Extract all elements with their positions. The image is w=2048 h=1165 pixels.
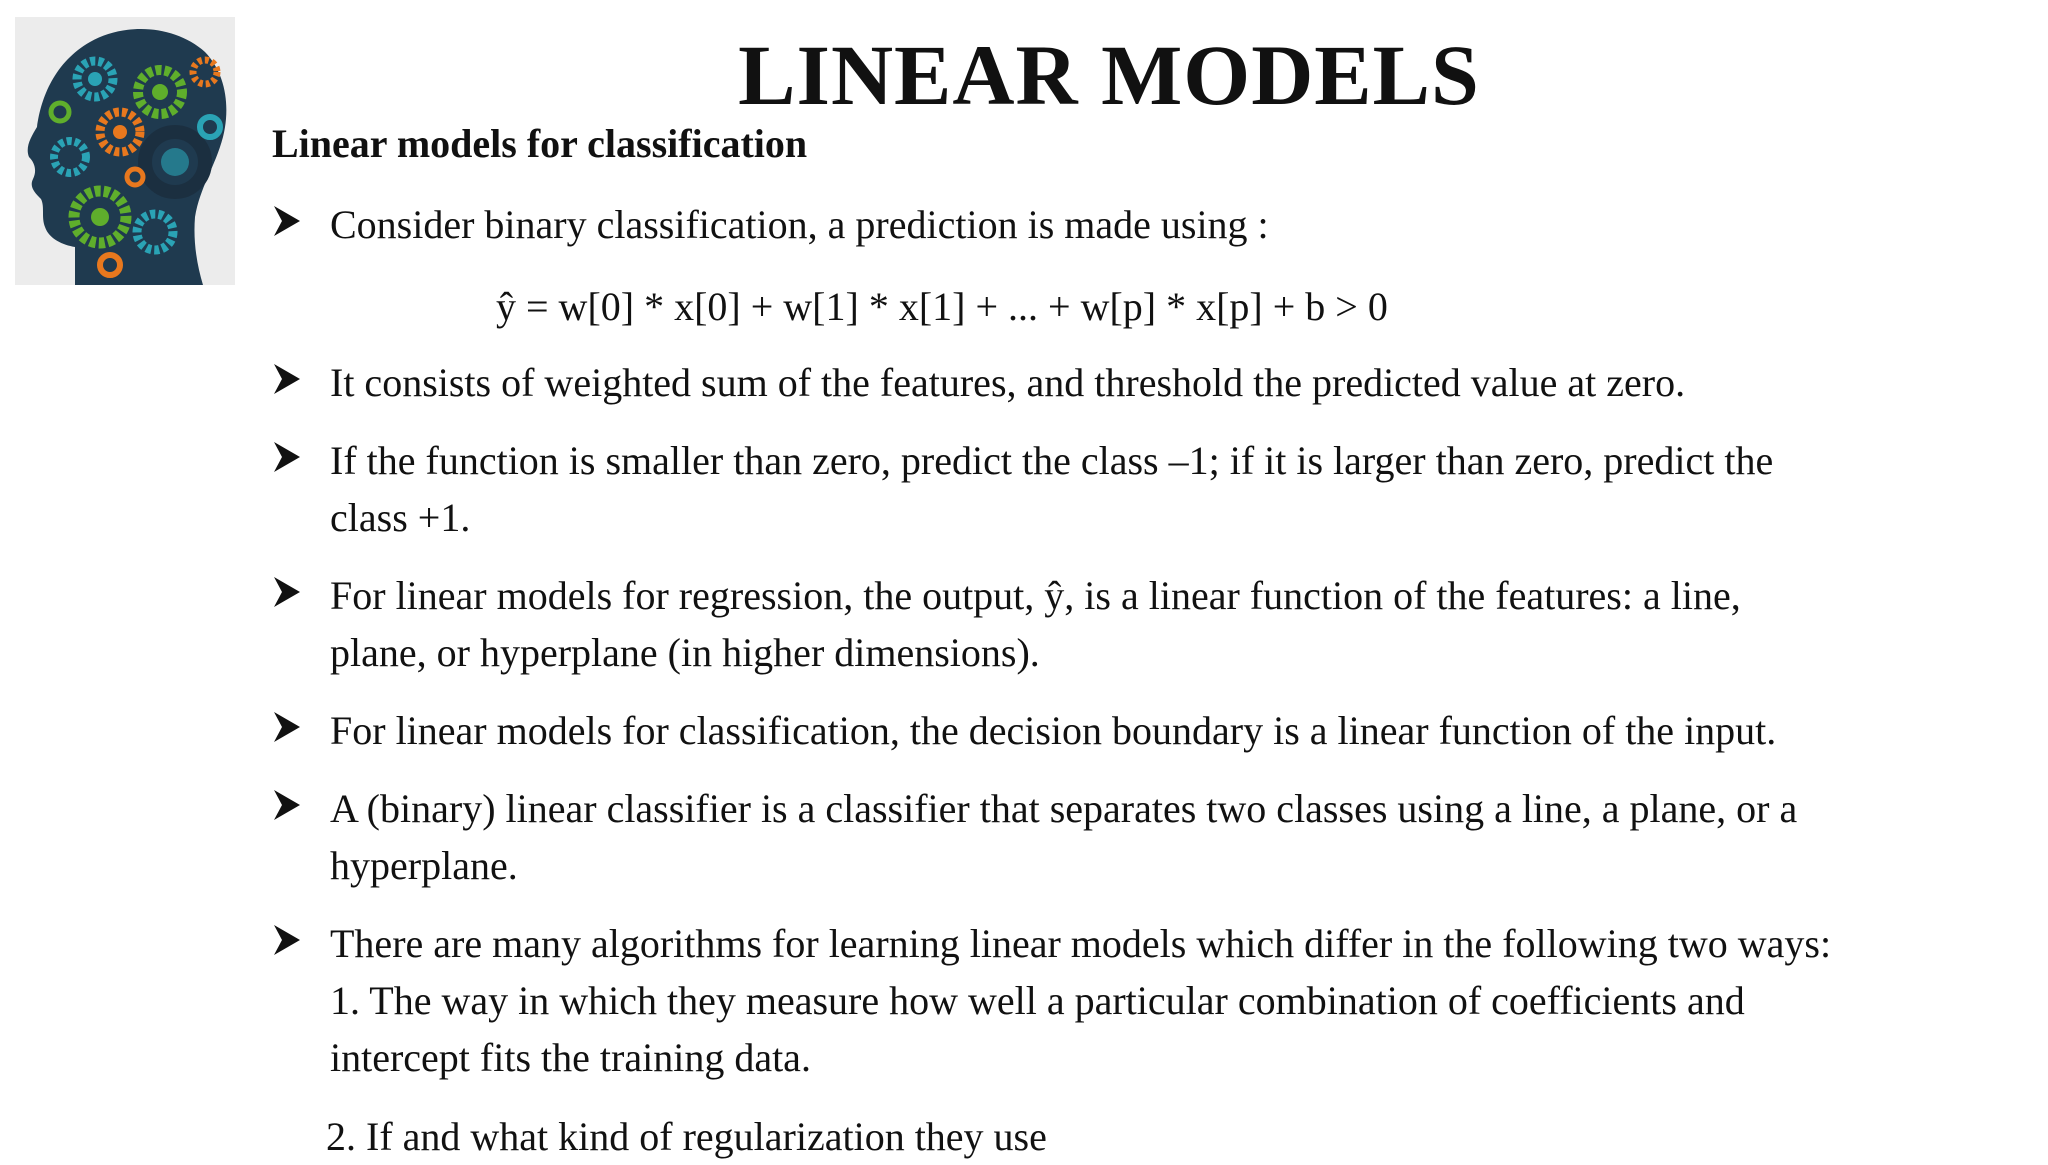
- bullet-text: intercept fits the training data.: [330, 1035, 811, 1080]
- prediction-formula: ŷ = w[0] * x[0] + w[1] * x[1] + ... + w[p] * x[p] + b > 0: [496, 284, 1388, 329]
- arrow-bullet-icon: [272, 915, 312, 972]
- numbered-subitem: 2. If and what kind of regularization they use: [326, 1114, 1047, 1159]
- bullet-text: hyperplane.: [330, 843, 518, 888]
- bullet-text: It consists of weighted sum of the features, and threshold the predicted value at zero.: [330, 360, 1686, 405]
- bullet-item: [272, 354, 1972, 411]
- bullet-text: class +1.: [330, 495, 471, 540]
- arrow-bullet-icon: [272, 432, 312, 489]
- arrow-bullet-icon: [272, 567, 312, 624]
- arrow-bullet-icon: [272, 702, 312, 759]
- bullet-item: [272, 567, 1972, 681]
- slide-title: LINEAR MODELS: [738, 27, 1480, 123]
- bullet-text: A (binary) linear classifier is a classifier that separates two classes using a line, a plane, or a: [330, 786, 1798, 831]
- bullet-item: [272, 780, 1972, 894]
- slide-subtitle: Linear models for classification: [272, 121, 808, 166]
- bullet-item: [272, 196, 1972, 253]
- bullet-text: plane, or hyperplane (in higher dimensions).: [330, 630, 1040, 675]
- arrow-bullet-icon: [272, 780, 312, 837]
- bullet-text: 1. The way in which they measure how well a particular combination of coefficients and: [330, 978, 1745, 1023]
- bullet-text: There are many algorithms for learning linear models which differ in the following two ways:: [330, 921, 1832, 966]
- arrow-bullet-icon: [272, 196, 312, 253]
- bullet-text: Consider binary classification, a prediction is made using :: [330, 202, 1269, 247]
- bullet-item: [272, 432, 1972, 546]
- bullet-text: If the function is smaller than zero, predict the class –1; if it is larger than zero, predict the: [330, 438, 1774, 483]
- bullet-item: [272, 915, 1972, 1086]
- bullet-text: For linear models for classification, the decision boundary is a linear function of the input.: [330, 708, 1777, 753]
- bullet-item: [272, 702, 1972, 759]
- bullet-text: For linear models for regression, the output, ŷ, is a linear function of the features: a line,: [330, 573, 1741, 618]
- arrow-bullet-icon: [272, 354, 312, 411]
